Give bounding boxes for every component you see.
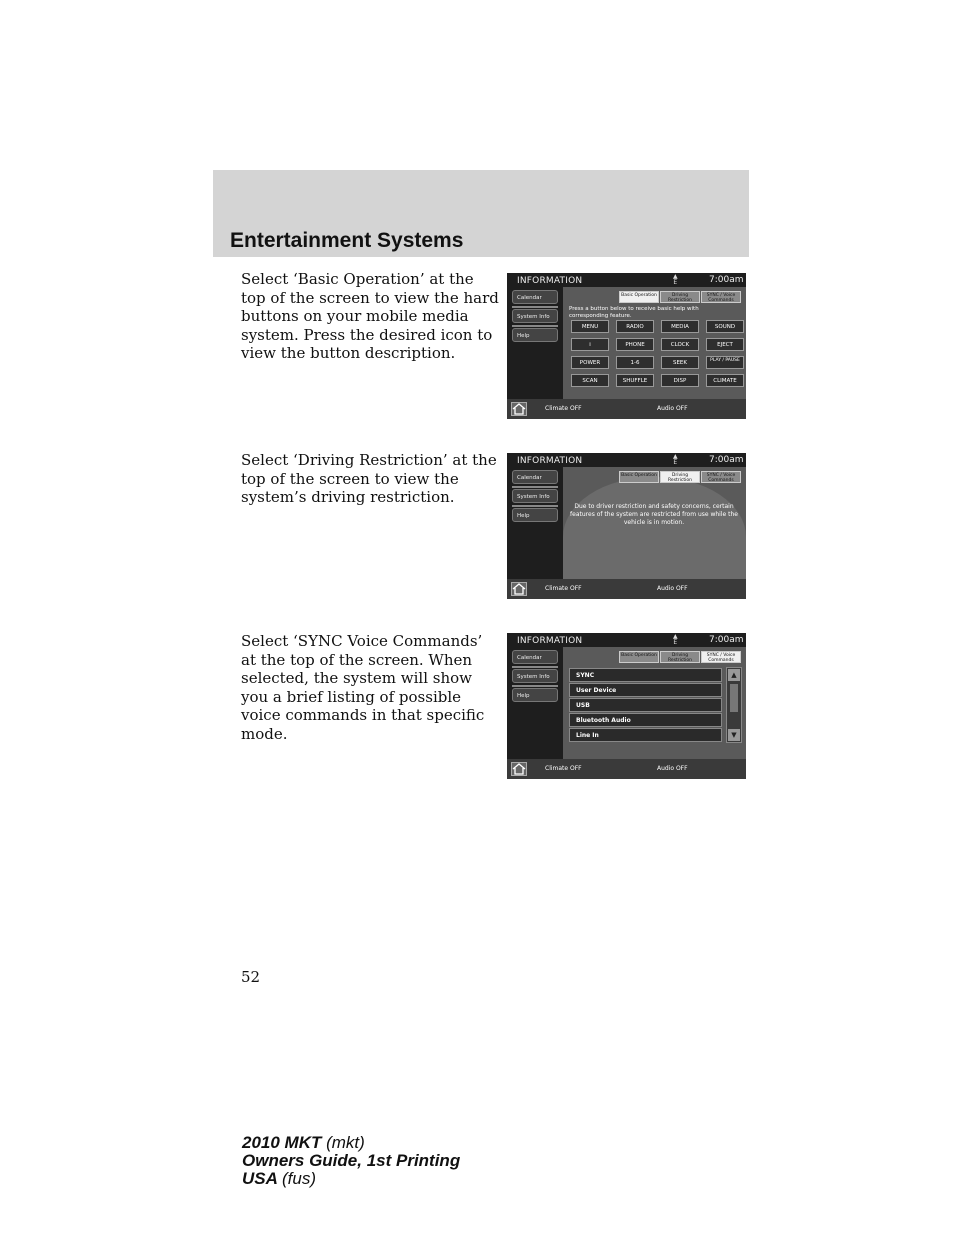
sidebar-divider: [512, 685, 558, 687]
signal-indicator: ▲ E: [673, 273, 678, 286]
tab-basic-operation[interactable]: Basic Operation: [619, 651, 659, 663]
section-title: Entertainment Systems: [230, 229, 464, 252]
screenshot-driving-restriction: [507, 453, 746, 599]
paragraph-sync-voice: Select ‘SYNC Voice Commands’ at the top of the screen. When selected, the system will show you a brief listing of possible voice commands in that specific mode.: [241, 632, 485, 743]
footer-model: 2010 MKT: [242, 1133, 322, 1152]
key-phone[interactable]: PHONE: [616, 338, 654, 351]
screen-title: INFORMATION: [517, 276, 583, 286]
sidebar-divider: [512, 325, 558, 327]
tab-driving-restriction[interactable]: Driving Restriction: [660, 651, 700, 663]
paragraph-driving-restriction: Select ‘Driving Restriction’ at the top of the screen to view the system’s driving restriction.: [241, 451, 497, 507]
footer-region: USA: [242, 1169, 278, 1188]
list-item-line-in[interactable]: Line In: [569, 728, 722, 742]
sidebar-item-help[interactable]: Help: [512, 328, 558, 342]
sidebar-divider: [512, 505, 558, 507]
home-icon[interactable]: [511, 402, 527, 416]
screenshot-basic-operation: [507, 273, 746, 419]
list-scrollbar[interactable]: [726, 667, 742, 743]
key-info[interactable]: i: [571, 338, 609, 351]
home-icon[interactable]: [511, 762, 527, 776]
screen-clock: 7:00am: [709, 275, 744, 285]
audio-status[interactable]: Audio OFF: [657, 405, 688, 412]
climate-status[interactable]: Climate OFF: [545, 405, 582, 412]
sidebar-item-system-info[interactable]: System Info: [512, 669, 558, 683]
key-eject[interactable]: EJECT: [706, 338, 744, 351]
screen-clock: 7:00am: [709, 635, 744, 645]
list-item-sync[interactable]: SYNC: [569, 668, 722, 682]
footer-guide: Owners Guide, 1st Printing: [242, 1151, 461, 1170]
tab-sync-voice-commands[interactable]: SYNC / Voice Commands: [701, 651, 741, 663]
paragraph-basic-operation: Select ‘Basic Operation’ at the top of the screen to view the hard buttons on your mobile media system. Press the desired icon to view the button description.: [241, 270, 499, 363]
tab-sync-voice-commands[interactable]: SYNC / Voice Commands: [701, 471, 741, 483]
sidebar-divider: [512, 666, 558, 668]
screen-title: INFORMATION: [517, 456, 583, 466]
sidebar-item-system-info[interactable]: System Info: [512, 309, 558, 323]
sidebar: [507, 647, 563, 757]
key-presets[interactable]: 1-6: [616, 356, 654, 369]
help-message: Press a button below to receive basic help with corresponding feature.: [569, 306, 699, 319]
sidebar-item-help[interactable]: Help: [512, 508, 558, 522]
footer-region-code: (fus): [282, 1169, 316, 1188]
key-power[interactable]: POWER: [571, 356, 609, 369]
audio-status[interactable]: Audio OFF: [657, 585, 688, 592]
tab-driving-restriction[interactable]: Driving Restriction: [660, 471, 700, 483]
scroll-down-icon[interactable]: ▼: [728, 729, 740, 741]
main-panel: [563, 467, 746, 579]
key-shuffle[interactable]: SHUFFLE: [616, 374, 654, 387]
sidebar-item-calendar[interactable]: Calendar: [512, 290, 558, 304]
tab-driving-restriction[interactable]: Driving Restriction: [660, 291, 700, 303]
home-icon[interactable]: [511, 582, 527, 596]
key-seek[interactable]: SEEK: [661, 356, 699, 369]
scroll-up-icon[interactable]: ▲: [728, 669, 740, 681]
main-panel: [563, 647, 746, 759]
screen-title: INFORMATION: [517, 636, 583, 646]
list-item-bluetooth-audio[interactable]: Bluetooth Audio: [569, 713, 722, 727]
key-disp[interactable]: DISP: [661, 374, 699, 387]
sidebar-item-system-info[interactable]: System Info: [512, 489, 558, 503]
climate-status[interactable]: Climate OFF: [545, 765, 582, 772]
list-item-user-device[interactable]: User Device: [569, 683, 722, 697]
sidebar-item-help[interactable]: Help: [512, 688, 558, 702]
page-number: 52: [241, 968, 261, 986]
screen-clock: 7:00am: [709, 455, 744, 465]
restriction-backdrop: [563, 477, 746, 579]
document-footer: [242, 1134, 460, 1188]
main-panel: [563, 287, 746, 399]
tab-basic-operation[interactable]: Basic Operation: [619, 471, 659, 483]
signal-indicator: ▲ E: [673, 453, 678, 466]
scrollbar-thumb[interactable]: [730, 684, 738, 712]
status-bar: [507, 759, 746, 779]
tab-sync-voice-commands[interactable]: SYNC / Voice Commands: [701, 291, 741, 303]
sidebar-divider: [512, 486, 558, 488]
sidebar: [507, 287, 563, 397]
key-sound[interactable]: SOUND: [706, 320, 744, 333]
sidebar-divider: [512, 306, 558, 308]
key-menu[interactable]: MENU: [571, 320, 609, 333]
signal-indicator: ▲ E: [673, 633, 678, 646]
tab-basic-operation[interactable]: Basic Operation: [619, 291, 659, 303]
key-scan[interactable]: SCAN: [571, 374, 609, 387]
restriction-message: Due to driver restriction and safety concerns, certain features of the system are restricted from use while the vehicle is in motion.: [570, 503, 738, 526]
key-climate[interactable]: CLIMATE: [706, 374, 744, 387]
footer-model-code: (mkt): [326, 1133, 365, 1152]
screenshot-sync-voice-commands: [507, 633, 746, 779]
audio-status[interactable]: Audio OFF: [657, 765, 688, 772]
climate-status[interactable]: Climate OFF: [545, 585, 582, 592]
status-bar: [507, 399, 746, 419]
key-radio[interactable]: RADIO: [616, 320, 654, 333]
sidebar: [507, 467, 563, 577]
sidebar-item-calendar[interactable]: Calendar: [512, 470, 558, 484]
status-bar: [507, 579, 746, 599]
sidebar-item-calendar[interactable]: Calendar: [512, 650, 558, 664]
key-play-pause[interactable]: PLAY / PAUSE: [706, 356, 744, 369]
list-item-usb[interactable]: USB: [569, 698, 722, 712]
key-media[interactable]: MEDIA: [661, 320, 699, 333]
key-clock[interactable]: CLOCK: [661, 338, 699, 351]
